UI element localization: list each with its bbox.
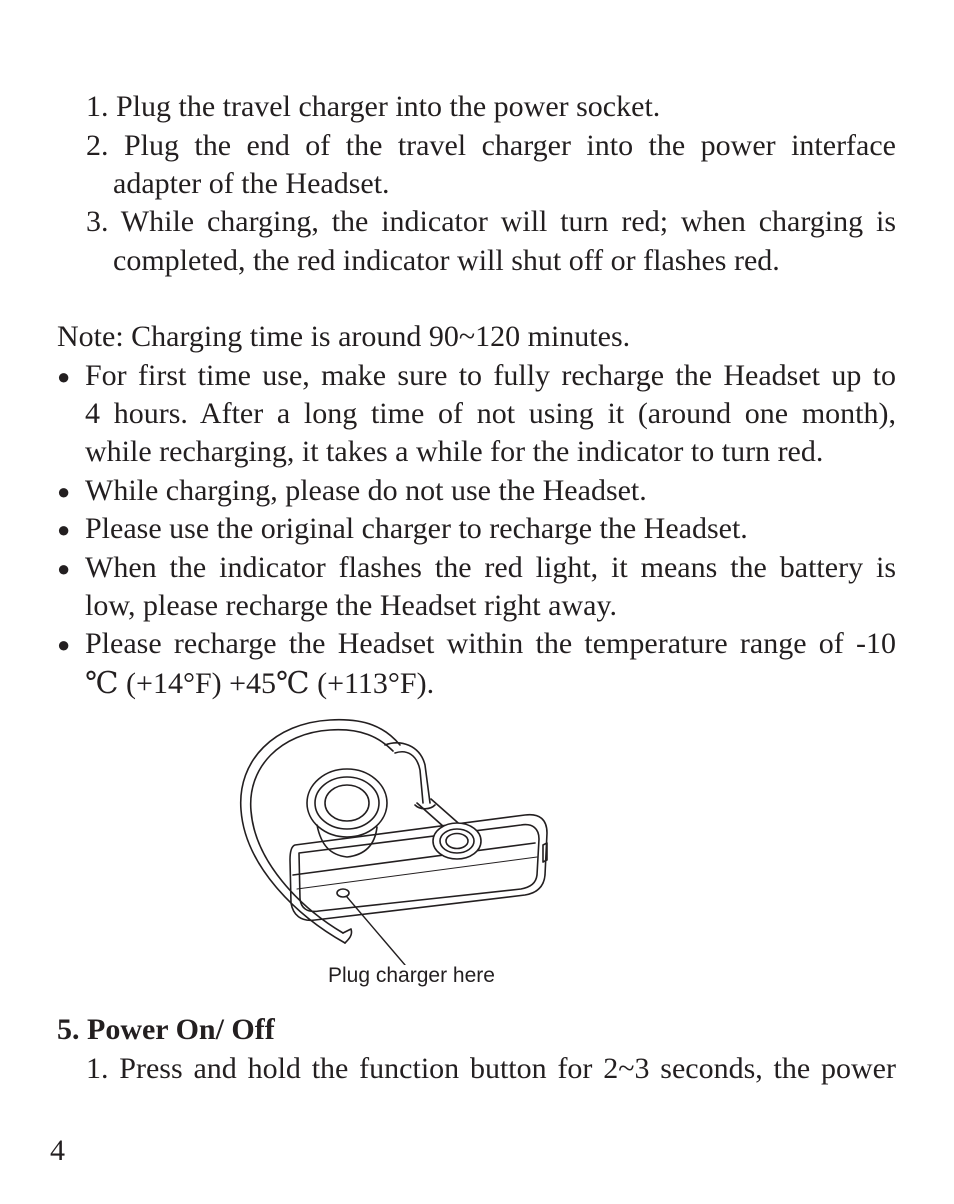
bullet-5-line-1: Please recharge the Headset within the temperature range of -10 (85, 627, 896, 660)
charging-step-3-line-1: 3. While charging, the indicator will turn red; when charging is (86, 205, 896, 238)
bullet-5-line-2: ℃ (+14°F) +45℃ (+113°F). (85, 667, 435, 700)
page-number: 4 (50, 1134, 65, 1167)
charging-step-1: 1. Plug the travel charger into the power socket. (86, 90, 661, 123)
charging-step-2-line-2: adapter of the Headset. (113, 167, 390, 200)
figure-caption: Plug charger here (328, 964, 495, 987)
caption-pointer (347, 897, 405, 965)
bullet-4-line-2: low, please recharge the Headset right away. (85, 589, 617, 622)
bullet-3-line-1: Please use the original charger to recharge the Headset. (85, 512, 748, 545)
charging-note: Note: Charging time is around 90~120 minutes. (57, 320, 631, 353)
ear-speaker (307, 769, 387, 837)
charging-port (337, 889, 349, 897)
headset-illustration (235, 715, 565, 965)
bullet-1-line-3: while recharging, it takes a while for the indicator to turn red. (85, 435, 824, 468)
bullet-1-line-2: 4 hours. After a long time of not using it (around one month), (85, 397, 896, 430)
bullet-symbol: ● (57, 556, 71, 581)
bullet-symbol: ● (57, 364, 71, 389)
bullet-symbol: ● (57, 479, 71, 504)
bullet-symbol: ● (57, 632, 71, 657)
bullet-4-line-1: When the indicator flashes the red light, it means the battery is (85, 551, 896, 584)
section-heading: 5. Power On/ Off (57, 1013, 275, 1046)
section-step-1: 1. Press and hold the function button for 2~3 seconds, the power (86, 1052, 896, 1085)
charging-step-3-line-2: completed, the red indicator will shut off or flashes red. (113, 244, 780, 277)
bullet-2-line-1: While charging, please do not use the Headset. (85, 474, 647, 507)
bullet-symbol: ● (57, 517, 71, 542)
charging-step-2-line-1: 2. Plug the end of the travel charger into the power interface (86, 129, 896, 162)
bullet-1-line-1: For first time use, make sure to fully recharge the Headset up to (85, 359, 896, 392)
